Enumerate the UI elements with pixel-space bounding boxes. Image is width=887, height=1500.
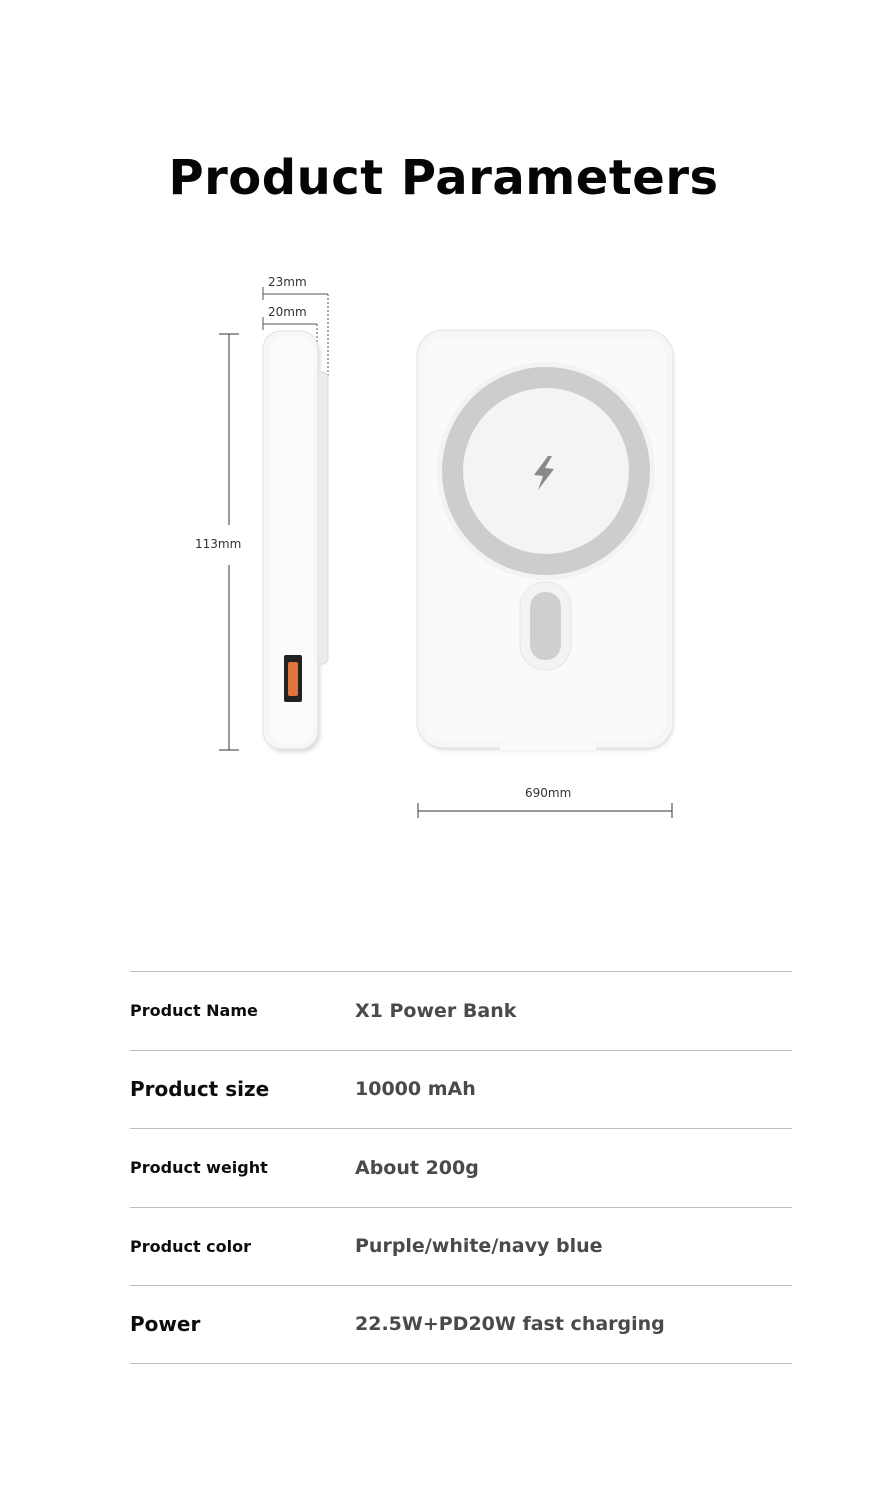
spec-value: 22.5W+PD20W fast charging xyxy=(355,1313,665,1336)
spec-value: 10000 mAh xyxy=(355,1078,476,1101)
usb-port-icon xyxy=(284,655,302,702)
spec-label: Product Name xyxy=(130,1001,258,1021)
outer-thickness-label: 23mm xyxy=(268,275,307,289)
width-label: 690mm xyxy=(525,786,572,800)
height-label: 113mm xyxy=(195,537,242,551)
spec-row-color xyxy=(130,1207,792,1286)
spec-label: Power xyxy=(130,1312,201,1337)
spec-row-size xyxy=(130,1050,792,1129)
spec-row-name xyxy=(130,971,792,1050)
spec-label: Product color xyxy=(130,1236,251,1256)
spec-label: Product size xyxy=(130,1077,270,1102)
spec-row-power xyxy=(130,1285,792,1364)
spec-value: About 200g xyxy=(355,1156,479,1179)
side-view xyxy=(263,331,328,752)
page-title: Product Parameters xyxy=(168,150,719,206)
spec-row-weight xyxy=(130,1128,792,1207)
body-thickness-label: 20mm xyxy=(268,305,307,319)
spec-value: X1 Power Bank xyxy=(355,999,517,1022)
front-view xyxy=(417,330,673,750)
width-dimension xyxy=(418,803,672,818)
spec-value: Purple/white/navy blue xyxy=(355,1235,603,1258)
spec-label: Product weight xyxy=(130,1158,268,1178)
spec-table xyxy=(130,971,792,1364)
